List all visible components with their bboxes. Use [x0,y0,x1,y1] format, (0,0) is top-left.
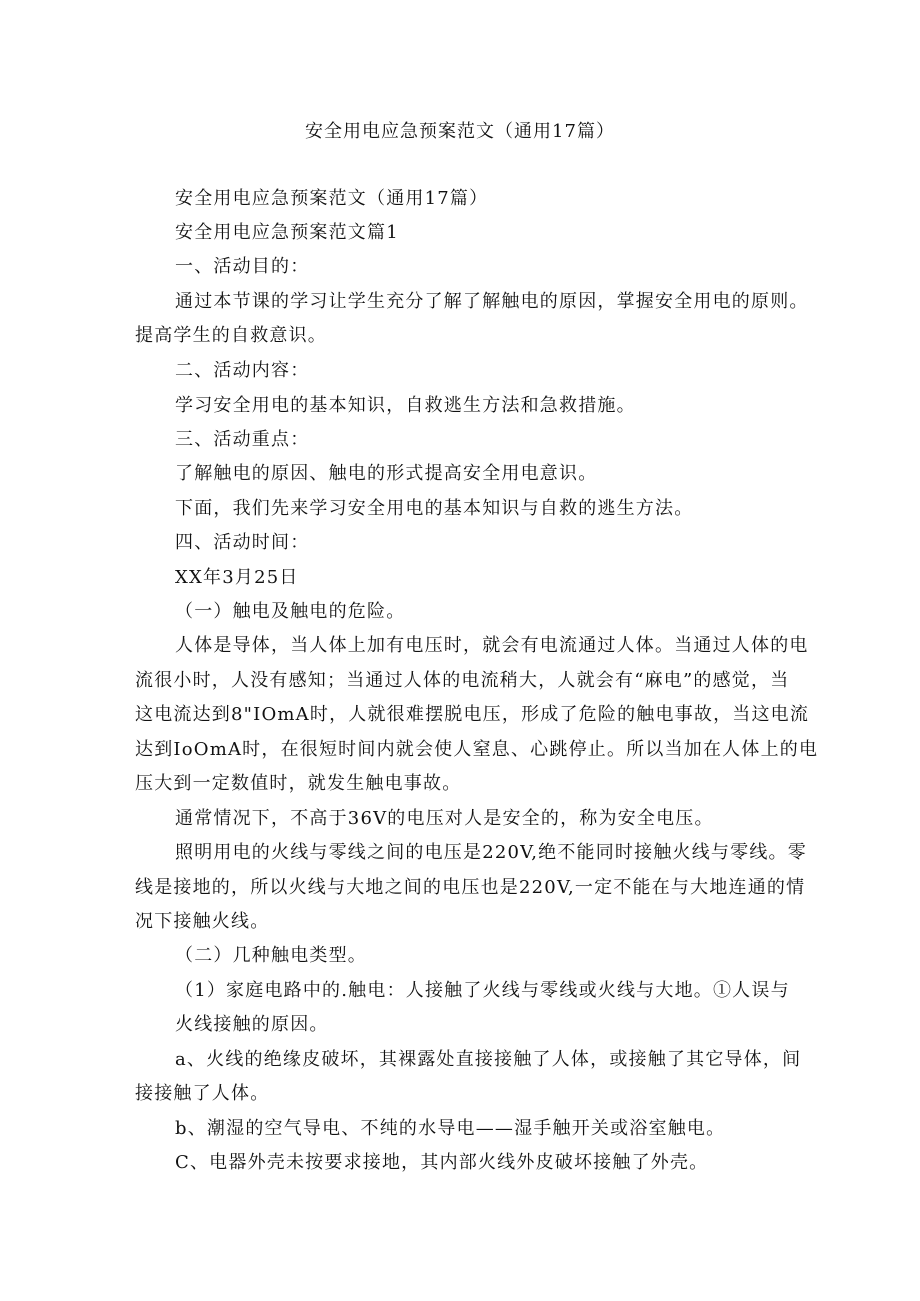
paragraph-line: C、电器外壳未按要求接地，其内部火线外皮破坏接触了外壳。 [175,1152,709,1173]
paragraph-line: 下面，我们先来学习安全用电的基本知识与自救的逃生方法。 [175,498,694,519]
paragraph-line: 流很小时，人没有感知；当通过人体的电流稍大，人就会有“麻电”的感觉，当 [135,670,790,691]
paragraph-line: 通过本节课的学习让学生充分了解了解触电的原因，掌握安全用电的原则。 [175,291,809,312]
paragraph-line: 这电流达到8"IOmA时，人就很难摆脱电压，形成了危险的触电事故，当这电流 [135,704,810,725]
paragraph-line: 线是接地的，所以火线与大地之间的电压也是220V,一定不能在与大地连通的情 [135,877,806,898]
paragraph-line: 压大到一定数值时，就发生触电事故。 [135,773,462,794]
paragraph-line: b、潮湿的空气导电、不纯的水导电——湿手触开关或浴室触电。 [175,1118,726,1139]
paragraph-line: 通常情况下，不高于36V的电压对人是安全的，称为安全电压。 [175,808,714,829]
paragraph-line: 人体是导体，当人体上加有电压时，就会有电流通过人体。当通过人体的电 [175,635,809,656]
document-title: 安全用电应急预案范文（通用17篇） [305,121,615,142]
paragraph-line: 提高学生的自救意识。 [135,325,327,346]
paragraph-line: 况下接触火线。 [135,911,270,932]
paragraph-line: 接接触了人体。 [135,1083,270,1104]
paragraph-line: 了解触电的原因、触电的形式提高安全用电意识。 [175,463,598,484]
paragraph-line: 达到IoOmA时，在很短时间内就会使人窒息、心跳停止。所以当加在人体上的电 [135,739,819,760]
section-heading: 一、活动目的： [175,256,310,277]
subsection-heading: （二）几种触电类型。 [175,945,367,966]
section-heading: 三、活动重点： [175,429,310,450]
paragraph-line: 安全用电应急预案范文篇1 [175,222,399,243]
paragraph-line: 学习安全用电的基本知识，自救逃生方法和急救措施。 [175,395,636,416]
section-heading: 二、活动内容： [175,360,310,381]
paragraph-line: （1）家庭电路中的.触电：人接触了火线与零线或火线与大地。①人误与 [175,980,790,1001]
paragraph-line: a、火线的绝缘皮破坏，其裸露处直接接触了人体，或接触了其它导体，间 [175,1049,802,1070]
paragraph-line: 安全用电应急预案范文（通用17篇） [175,188,489,209]
paragraph-line: XX年3月25日 [175,567,299,588]
paragraph-line: 照明用电的火线与零线之间的电压是220V,绝不能同时接触火线与零线。零 [175,842,807,863]
subsection-heading: （一）触电及触电的危险。 [175,601,406,622]
paragraph-line: 火线接触的原因。 [175,1014,329,1035]
section-heading: 四、活动时间： [175,532,310,553]
